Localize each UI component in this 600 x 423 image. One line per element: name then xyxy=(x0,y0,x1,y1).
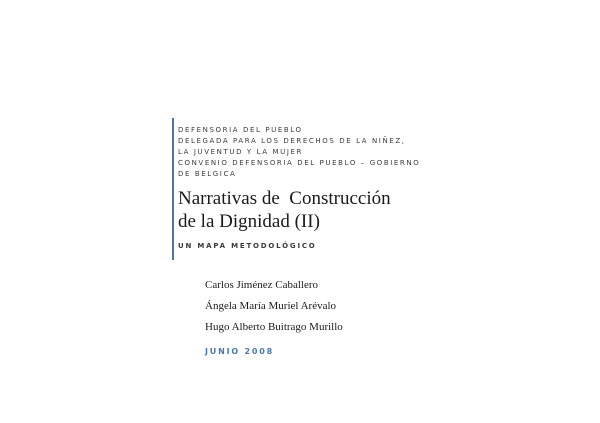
author-name: Carlos Jiménez Caballero xyxy=(205,279,319,291)
document-title xyxy=(178,187,508,233)
title-line-1: Narrativas de Construcción xyxy=(178,188,391,209)
institution-line: CONVENIO DEFENSORIA DEL PUEBLO – GOBIERNO xyxy=(178,159,421,167)
author-name: Hugo Alberto Buitrago Murillo xyxy=(205,321,343,333)
institution-block xyxy=(178,125,478,180)
institution-line: DE BELGICA xyxy=(178,170,237,178)
institution-line: DELEGADA PARA LOS DERECHOS DE LA NIÑEZ, xyxy=(178,137,406,145)
author-list xyxy=(205,275,343,338)
publication-date: JUNIO 2008 xyxy=(205,347,274,356)
institution-line: DEFENSORIA DEL PUEBLO xyxy=(178,126,303,134)
title-line-2: de la Dignidad (II) xyxy=(178,211,320,232)
accent-vertical-rule xyxy=(172,118,174,260)
document-subtitle: UN MAPA METODOLÓGICO xyxy=(178,242,317,250)
institution-line: LA JUVENTUD Y LA MUJER xyxy=(178,148,304,156)
author-name: Ángela María Muriel Arévalo xyxy=(205,300,337,312)
